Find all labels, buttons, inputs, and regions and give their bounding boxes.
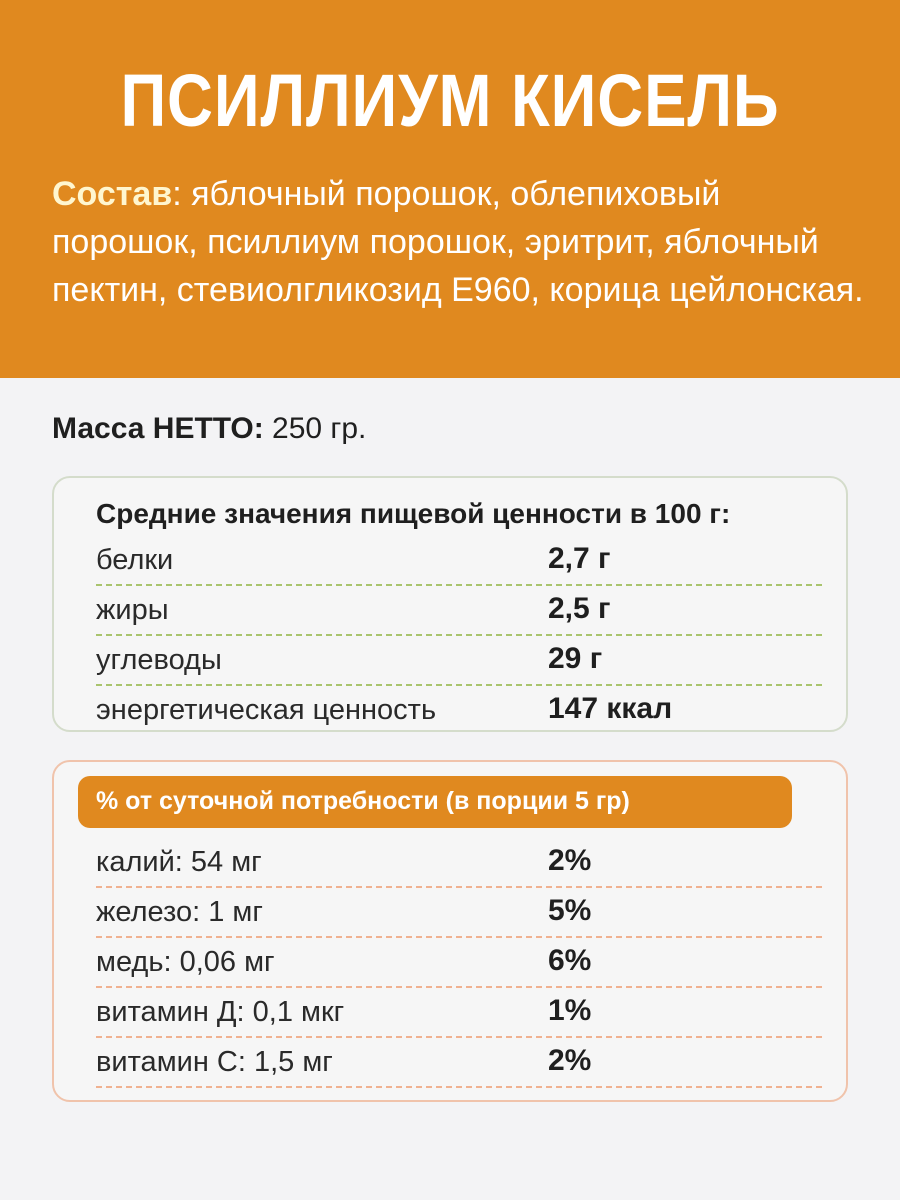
daily-value-row (96, 1038, 822, 1088)
daily-value-row-percent: 1% (548, 994, 592, 1027)
daily-value-row (96, 938, 822, 988)
daily-value-row-percent: 2% (548, 844, 592, 877)
nutrition-row-value: 29 г (548, 642, 603, 675)
daily-value-row-percent: 6% (548, 944, 592, 977)
daily-value-row-name: витамин С: 1,5 мг (96, 1046, 333, 1078)
net-weight-value: 250 гр. (263, 412, 367, 445)
daily-value-heading-pill (78, 776, 792, 828)
nutrition-row-name: жиры (96, 594, 169, 626)
nutrition-row-name: углеводы (96, 644, 222, 676)
nutrition-row (96, 636, 822, 686)
composition-text (52, 170, 872, 314)
daily-value-row-percent: 2% (548, 1044, 592, 1077)
daily-value-card (52, 760, 848, 1102)
nutrition-heading: Средние значения пищевой ценности в 100 г: (96, 498, 731, 529)
daily-value-heading: % от суточной потребности (в порции 5 гр) (96, 787, 630, 815)
composition-ingredients: : яблочный порошок, облепиховый порошок, псиллиум порошок, эритрит, яблочный пектин, стевиолгликозид Е960, корица цейлонская. (52, 175, 864, 309)
daily-value-row-name: калий: 54 мг (96, 846, 262, 878)
daily-value-row-name: железо: 1 мг (96, 896, 263, 928)
nutrition-row-name: энергетическая ценность (96, 694, 437, 726)
nutrition-card (52, 476, 848, 732)
product-title: ПСИЛЛИУМ КИСЕЛЬ (120, 59, 780, 142)
daily-value-row-percent: 5% (548, 894, 592, 927)
nutrition-row (96, 686, 822, 736)
nutrition-row-value: 2,5 г (548, 592, 611, 625)
nutrition-row-value: 2,7 г (548, 542, 611, 575)
daily-value-row (96, 838, 822, 888)
nutrition-row-value: 147 ккал (548, 692, 673, 725)
daily-value-row (96, 988, 822, 1038)
daily-value-row (96, 888, 822, 938)
composition-label: Состав (52, 175, 173, 213)
nutrition-row (96, 536, 822, 586)
header-banner (0, 0, 900, 378)
nutrition-row (96, 586, 822, 636)
daily-value-row-name: витамин Д: 0,1 мкг (96, 996, 345, 1028)
net-weight-label: Масса НЕТТО: (52, 412, 264, 445)
nutrition-row-name: белки (96, 544, 174, 576)
net-weight (52, 412, 366, 446)
daily-value-row-name: медь: 0,06 мг (96, 946, 275, 978)
